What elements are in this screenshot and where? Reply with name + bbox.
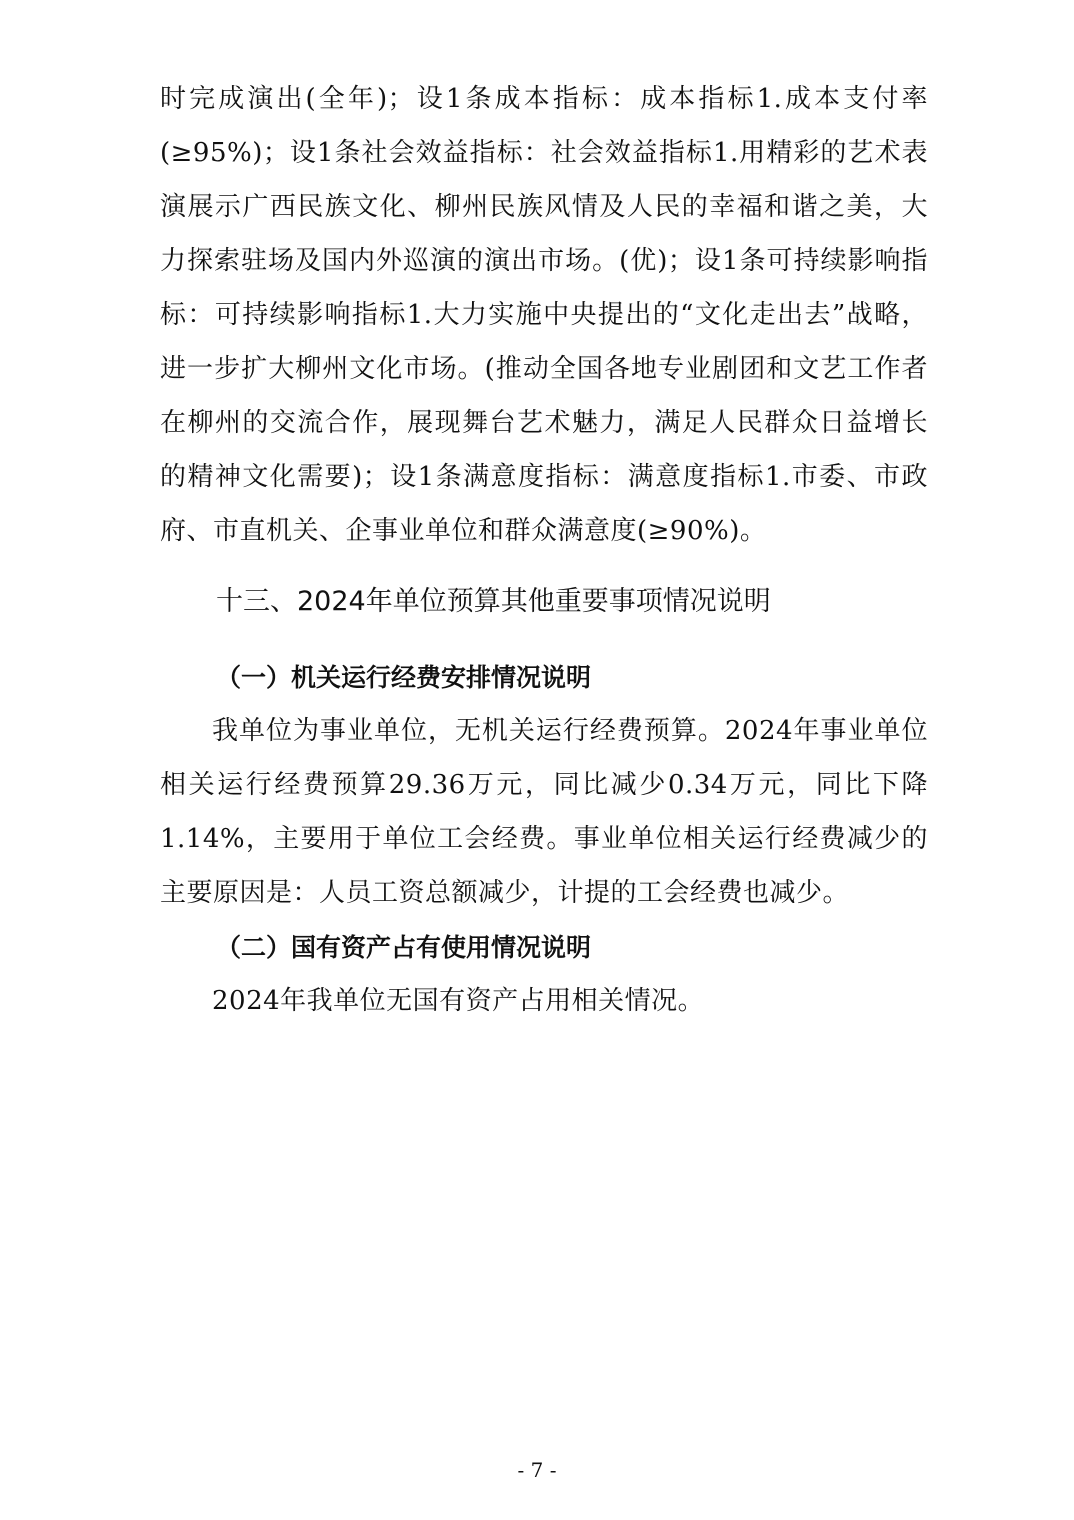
page-number: - 7 - [517,1458,557,1482]
continued-paragraph: 时完成演出(全年)；设1条成本指标：成本指标1.成本支付率(≥95%)；设1条社会效益指标：社会效益指标1.用精彩的艺术表演展示广西民族文化、柳州民族风情及人民的幸福和谐之美，大力探索驻场及国内外巡演的演出市场。(优)；设1条可持续影响指标：可持续影响指标1.大力实施中央提出的“文化走出去”战略，进一步扩大柳州文化市场。(推动全国各地专业剧团和文艺工作者在柳州的交流合作，展现舞台艺术魅力，满足人民群众日益增长的精神文化需要)；设1条满意度指标：满意度指标1.市委、市政府、市直机关、企事业单位和群众满意度(≥90%)。 [160,84,928,546]
document-body [160,72,928,1028]
subsection-heading-1: （一）机关运行经费安排情况说明 [216,663,592,692]
subsection-paragraph-1: 我单位为事业单位，无机关运行经费预算。2024年事业单位相关运行经费预算29.36万元，同比减少0.34万元，同比下降1.14%，主要用于单位工会经费。事业单位相关运行经费减少的主要原因是：人员工资总额减少，计提的工会经费也减少。 [160,716,928,908]
subsection-paragraph-2: 2024年我单位无国有资产占用相关情况。 [212,986,705,1016]
subsection-heading-2: （二）国有资产占有使用情况说明 [216,933,592,962]
section-heading: 十三、2024年单位预算其他重要事项情况说明 [216,586,771,617]
